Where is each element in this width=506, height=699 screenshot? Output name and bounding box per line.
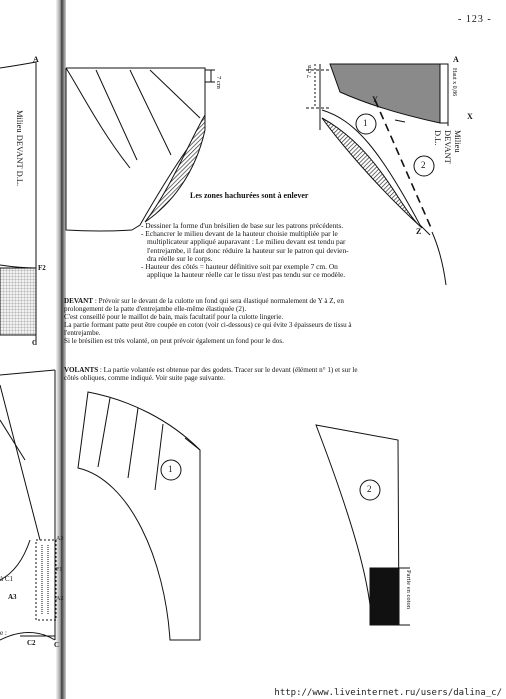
devant-line: : Prévoir sur le devant de la culotte un fond qui sera élastiqué normalement de Y à Z, en bbox=[93, 297, 344, 305]
label-milieu-devant-left: Milieu DEVANT D.L. bbox=[15, 110, 25, 187]
bullet-line: applique la hauteur réelle car le tissu n'est pas tendu sur ce modèle. bbox=[147, 270, 346, 280]
label-a3-b: A3 bbox=[8, 593, 17, 601]
bullet-line: - Echancrer le milieu devant de la hauteur choisie multipliée par le bbox=[141, 229, 338, 239]
label-ce: e : bbox=[0, 629, 7, 637]
label-7cm-right: 7 cm bbox=[306, 65, 313, 78]
source-url: http://www.liveinternet.ru/users/dalina_c/ bbox=[274, 688, 502, 698]
volants-line: : La partie volantée est obtenue par des godets. Tracer sur le devant (élément n° 1) et sur le bbox=[98, 366, 358, 374]
bullet-line: l'entrejambe, il faut donc réduire la hauteur sur le patron qui devien- bbox=[147, 245, 349, 255]
devant-label: DEVANT bbox=[64, 297, 94, 305]
label-one-bottom: 1 bbox=[168, 464, 173, 474]
volants-label: VOLANTS bbox=[64, 366, 99, 374]
devant-line: l'entrejambe. bbox=[64, 329, 101, 338]
instruction-bullets bbox=[141, 222, 431, 279]
devant-line: prolongement de la patte d'entrejambe elle-même élastiquée (2). bbox=[64, 305, 247, 314]
label-a-left: A bbox=[33, 55, 39, 64]
devant-line: C'est conseillé pour le maillot de bain, mais facultatif pour la culotte lingerie. bbox=[64, 313, 284, 322]
label-partie-coton: Partie en coton bbox=[405, 570, 412, 609]
label-one-top: 1 bbox=[363, 118, 368, 128]
bullet-line: - Dessiner la forme d'un brésilien de base sur les patrons précédents. bbox=[141, 221, 344, 230]
volants-line: côtés obliques, comme indiqué. Voir suite page suivante. bbox=[64, 374, 225, 383]
devant-line: La partie formant patte peut être coupée en coton (voir ci-dessous) ce qui évite 3 épaisseurs de tissu à bbox=[64, 321, 352, 330]
label-a2: A2 bbox=[56, 596, 64, 602]
devant-line: Si le brésilien est très volanté, on peut prévoir également un fond pour le dos. bbox=[64, 337, 284, 346]
label-f2: F2 bbox=[38, 264, 46, 272]
volant-piece-2 bbox=[316, 425, 410, 625]
volants-paragraph bbox=[64, 366, 426, 382]
bullet-line: multiplicateur appliqué auparavant : Le milieu devant est tendu par bbox=[147, 237, 346, 247]
label-c2: C2 bbox=[27, 639, 36, 647]
label-7cm-left: 7 cm bbox=[215, 76, 222, 89]
label-c-bottom: C bbox=[54, 641, 60, 649]
label-a-c1: à C1 bbox=[0, 575, 14, 583]
label-y: Y bbox=[372, 95, 378, 104]
label-two-top: 2 bbox=[421, 160, 426, 170]
page-number: - 123 - bbox=[458, 14, 492, 25]
label-f1: F1 bbox=[56, 567, 63, 573]
center-front-pattern bbox=[66, 68, 215, 231]
label-milieu-devant-right: Milieu DEVANT D.L. bbox=[433, 130, 463, 164]
bullet-line: dra réelle sur le corps. bbox=[147, 253, 213, 263]
label-a3-a: A3 bbox=[56, 536, 64, 542]
volant-piece-1 bbox=[78, 392, 200, 640]
devant-paragraph bbox=[64, 297, 426, 346]
label-z: Z bbox=[416, 227, 422, 236]
label-x: X bbox=[467, 112, 473, 121]
left-front-pattern-top bbox=[0, 62, 36, 345]
hatched-zones-title: Les zones hachurées sont à enlever bbox=[190, 191, 309, 200]
label-two-bottom: 2 bbox=[367, 484, 372, 494]
label-a-right: A bbox=[453, 55, 459, 64]
bullet-line: - Hauteur des côtés = hauteur définitive soit par exemple 7 cm. On bbox=[141, 262, 338, 272]
label-c-left: C bbox=[32, 339, 38, 347]
label-haut-note: Haut x 0,86 bbox=[451, 68, 457, 97]
